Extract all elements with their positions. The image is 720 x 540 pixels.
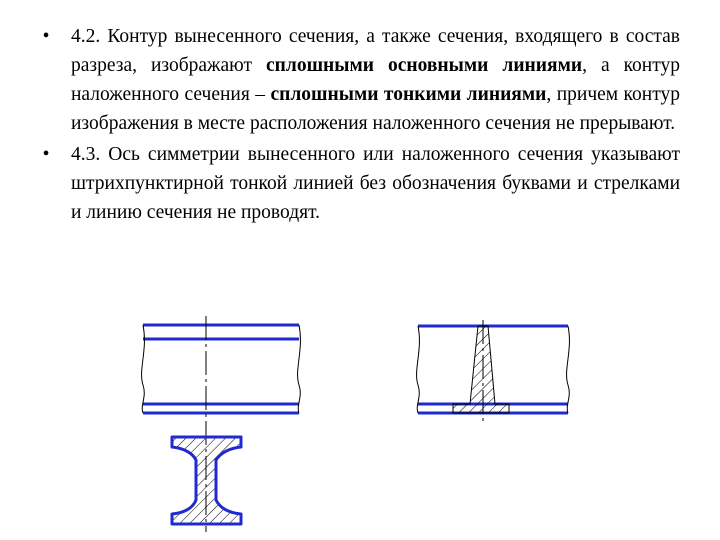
beam-contour <box>143 325 299 413</box>
bullet-marker: • <box>42 26 50 47</box>
text-segment: , причем контур изображения в месте расположения наложенного сечения не прерывают. <box>71 84 680 134</box>
bullet-marker: • <box>42 144 50 165</box>
bold-text-segment: сплошными основными линиями <box>266 55 583 76</box>
bold-text-segment: сплошными тонкими линиями <box>270 84 547 105</box>
text-segment: 4.3. Ось симметрии вынесенного или наложенного сечения указывают штрихпунктирной тонкой линией без обозначения буквами и стрелками и линию сечения не проводят. <box>71 144 680 223</box>
text-segment: , а контур наложенного сечения – <box>71 55 681 105</box>
text-segment: 4.2. Контур вынесенного сечения, а также сечения, входящего в состав разреза, изображают <box>71 26 680 76</box>
i-beam-section <box>172 437 241 524</box>
superimposed-section-drawing <box>417 320 570 425</box>
t-profile-section <box>453 326 509 413</box>
removed-section-drawing <box>142 316 301 532</box>
